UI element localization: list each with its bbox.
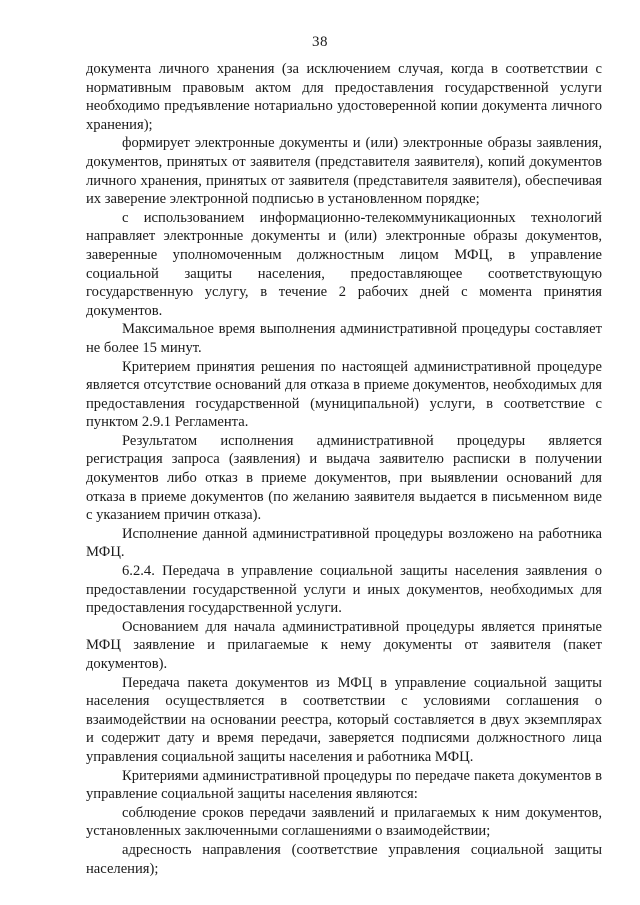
paragraph: документа личного хранения (за исключением случая, когда в соответствии с нормативным правовым актом для предоставления государственной услуги необходимо предъявление нотариально удостоверенной копии документа личного хранения); [86,61,602,133]
paragraph: соблюдение сроков передачи заявлений и прилагаемых к ним документов, установленных заключенными соглашениями о взаимодействии; [86,804,602,840]
paragraph: с использованием информационно-телекоммуникационных технологий направляет электронные документы и (или) электронные образы документов, заверенные уполномоченным должностным лицом МФЦ, в управление социальной защиты населения, предоставляющее соответствующую государственную услугу, в течение 2 рабочих дней с момента принятия документов. [86,209,602,319]
section-heading-paragraph: 6.2.4. Передача в управление социальной защиты населения заявления о предоставлении государственной услуги и иных документов, необходимых для предоставления государственной услуги. [86,563,602,617]
paragraph: Основанием для начала административной процедуры является принятые МФЦ заявление и прилагаемые к нему документы от заявителя (пакет документов). [86,618,602,672]
paragraph: адресность направления (соответствие управления социальной защиты населения); [86,841,602,877]
paragraph: Критерием принятия решения по настоящей административной процедуре является отсутствие оснований для отказа в приеме документов, необходимых для предоставления государственной (муниципальной) услуги, в соответствие с пунктом 2.9.1 Регламента. [86,358,602,431]
paragraph: Передача пакета документов из МФЦ в управление социальной защиты населения осуществляется в соответствии с условиями соглашения о взаимодействии на основании реестра, который составляется в двух экземплярах и содержит дату и время передачи, заверяется подписями должностного лица управления социальной защиты населения и работника МФЦ. [86,674,602,765]
paragraph: Исполнение данной административной процедуры возложено на работника МФЦ. [86,525,602,561]
paragraph: Максимальное время выполнения административной процедуры составляет не более 15 минут. [86,321,602,356]
paragraph: Критериями административной процедуры по передаче пакета документов в управление социальной защиты населения являются: [86,767,602,803]
document-body [86,60,602,878]
paragraph: формирует электронные документы и (или) электронные образы заявления, документов, принятых от заявителя (представителя заявителя), копий документов личного хранения, принятых от заявителя (представителя заявителя), обеспечивая их заверение электронной подписью в установленном порядке; [86,135,602,208]
paragraph: Результатом исполнения административной процедуры является регистрация запроса (заявления) и выдача заявителю расписки в получении документов либо отказ в приеме документов, при выявлении оснований для отказа в приеме документов (по желанию заявителя выдается в письменном виде с указанием причин отказа). [86,432,602,524]
page-number: 38 [312,34,328,50]
